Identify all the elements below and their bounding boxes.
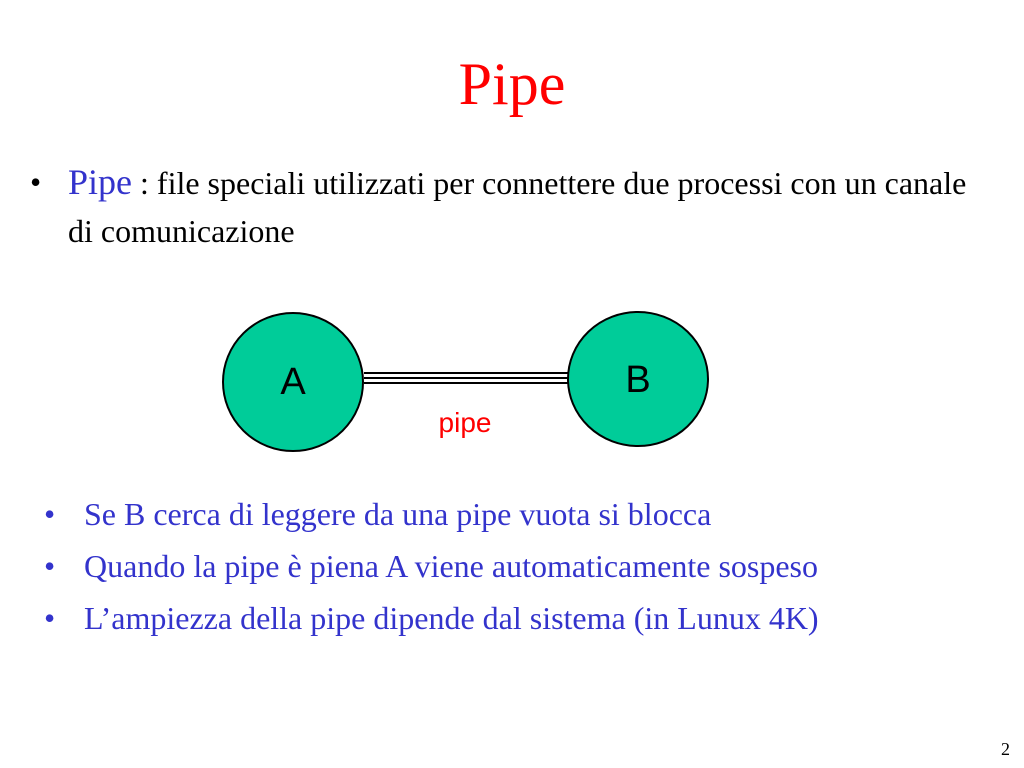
intro-definition: : file speciali utilizzati per connettere due processi con un canale di comunicazione [68, 165, 967, 249]
bullet-dot: • [44, 600, 56, 636]
process-b-label: B [625, 359, 651, 401]
bullet-dot: • [30, 164, 42, 200]
bullet-dot: • [44, 496, 56, 532]
bullet-dot: • [44, 548, 56, 584]
list-item-text: Quando la pipe è piena A viene automaticamente sospeso [84, 548, 818, 584]
bullet-list [44, 492, 904, 648]
intro-term: Pipe [68, 162, 133, 202]
pipe-link [364, 373, 570, 383]
pipe-label: pipe [438, 407, 492, 438]
list-item [44, 596, 904, 640]
list-item [44, 492, 904, 536]
page-number: 2 [1001, 739, 1010, 759]
list-item [44, 544, 904, 588]
process-a-label: A [280, 361, 306, 403]
list-item-text: Se B cerca di leggere da una pipe vuota si blocca [84, 496, 712, 532]
slide-title: Pipe [458, 51, 566, 117]
list-item-text: L’ampiezza della pipe dipende dal sistema (in Lunux 4K) [84, 600, 819, 636]
